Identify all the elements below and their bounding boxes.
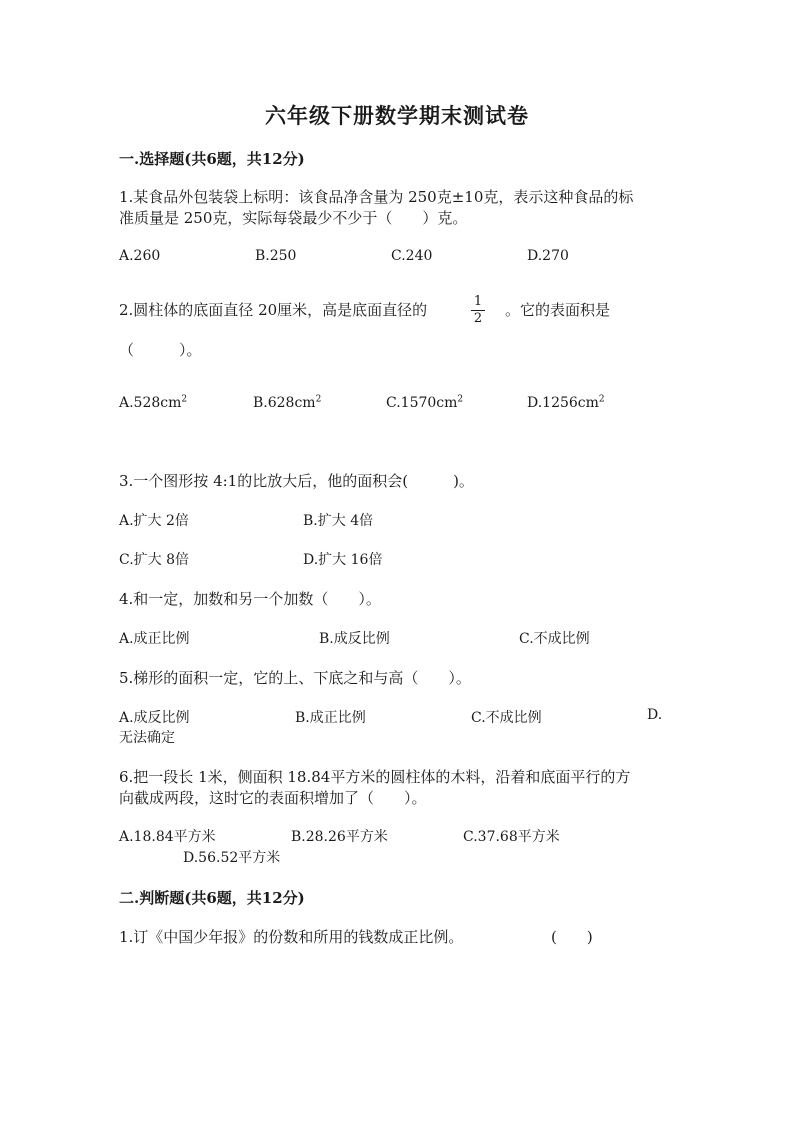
q2-option-c-text: C.1570cm (386, 395, 458, 411)
q3-option-d: D.扩大 16倍 (303, 552, 383, 568)
q2-fraction-denominator: 2 (473, 311, 483, 326)
q2-fraction-numerator: 1 (473, 294, 483, 309)
q1-option-b: B.250 (255, 248, 297, 264)
q3-option-b: B.扩大 4倍 (303, 513, 374, 529)
q2-option-d-text: D.1256cm (527, 395, 599, 411)
q4-option-a: A.成正比例 (119, 631, 190, 647)
q1-option-d: D.270 (527, 248, 569, 264)
q5-option-b: B.成正比例 (295, 710, 366, 726)
q6-option-a: A.18.84平方米 (119, 829, 216, 845)
q2-text-after: 。它的表面积是 (505, 301, 611, 319)
q2-option-a-exp: 2 (181, 394, 188, 405)
q3-line-1: 3.一个图形按 4:1的比放大后，他的面积会( )。 (119, 472, 474, 490)
q2-line-2: （ ）。 (119, 341, 202, 359)
q2-option-a-text: A.528cm (119, 395, 182, 411)
q5-option-c: C.不成比例 (471, 710, 542, 726)
q6-option-c: C.37.68平方米 (463, 829, 560, 845)
q6-option-d: D.56.52平方米 (183, 850, 281, 866)
q2-option-b-text: B.628cm (253, 395, 316, 411)
q5-line-1: 5.梯形的面积一定，它的上、下底之和与高（ ）。 (119, 669, 471, 687)
q3-option-c: C.扩大 8倍 (119, 552, 190, 568)
q2-option-c-exp: 2 (457, 394, 464, 405)
q4-line-1: 4.和一定，加数和另一个加数（ ）。 (119, 590, 381, 608)
q1-option-c: C.240 (391, 248, 433, 264)
q3-option-a: A.扩大 2倍 (119, 513, 189, 529)
q2-fraction (471, 295, 485, 326)
q2-option-b-exp: 2 (315, 394, 322, 405)
q4-option-c: C.不成比例 (519, 631, 590, 647)
q6-option-b: B.28.26平方米 (291, 829, 388, 845)
page-title: 六年级下册数学期末测试卷 (265, 103, 529, 128)
q5-option-a: A.成反比例 (119, 710, 190, 726)
j1-line-1: 1.订《中国少年报》的份数和所用的钱数成正比例。 (119, 928, 464, 946)
q1-option-a: A.260 (119, 248, 161, 264)
q6-line-2: 向截成两段，这时它的表面积增加了（ ）。 (119, 789, 427, 807)
q4-option-b: B.成反比例 (319, 631, 390, 647)
q1-line-2: 准质量是 250克，实际每袋最少不少于（ ）克。 (119, 209, 468, 227)
q2-option-b (253, 395, 321, 411)
section-2-heading: 二.判断题(共6题，共12分) (119, 889, 305, 907)
q5-option-d-continued: 无法确定 (119, 730, 175, 746)
q1-line-1: 1.某食品外包装袋上标明：该食品净含量为 250克±10克，表示这种食品的标 (119, 188, 634, 206)
q2-option-d-exp: 2 (598, 394, 605, 405)
q2-text-before: 2.圆柱体的底面直径 20厘米，高是底面直径的 (119, 301, 428, 319)
q5-option-d: D. (647, 707, 663, 723)
q6-line-1: 6.把一段长 1米，侧面积 18.84平方米的圆柱体的木料，沿着和底面平行的方 (119, 768, 631, 786)
section-1-heading: 一.选择题(共6题，共12分) (119, 150, 305, 168)
q2-option-d (527, 395, 605, 411)
j1-answer-paren: ( ) (551, 928, 593, 946)
q2-option-c (386, 395, 463, 411)
q2-option-a (119, 395, 187, 411)
